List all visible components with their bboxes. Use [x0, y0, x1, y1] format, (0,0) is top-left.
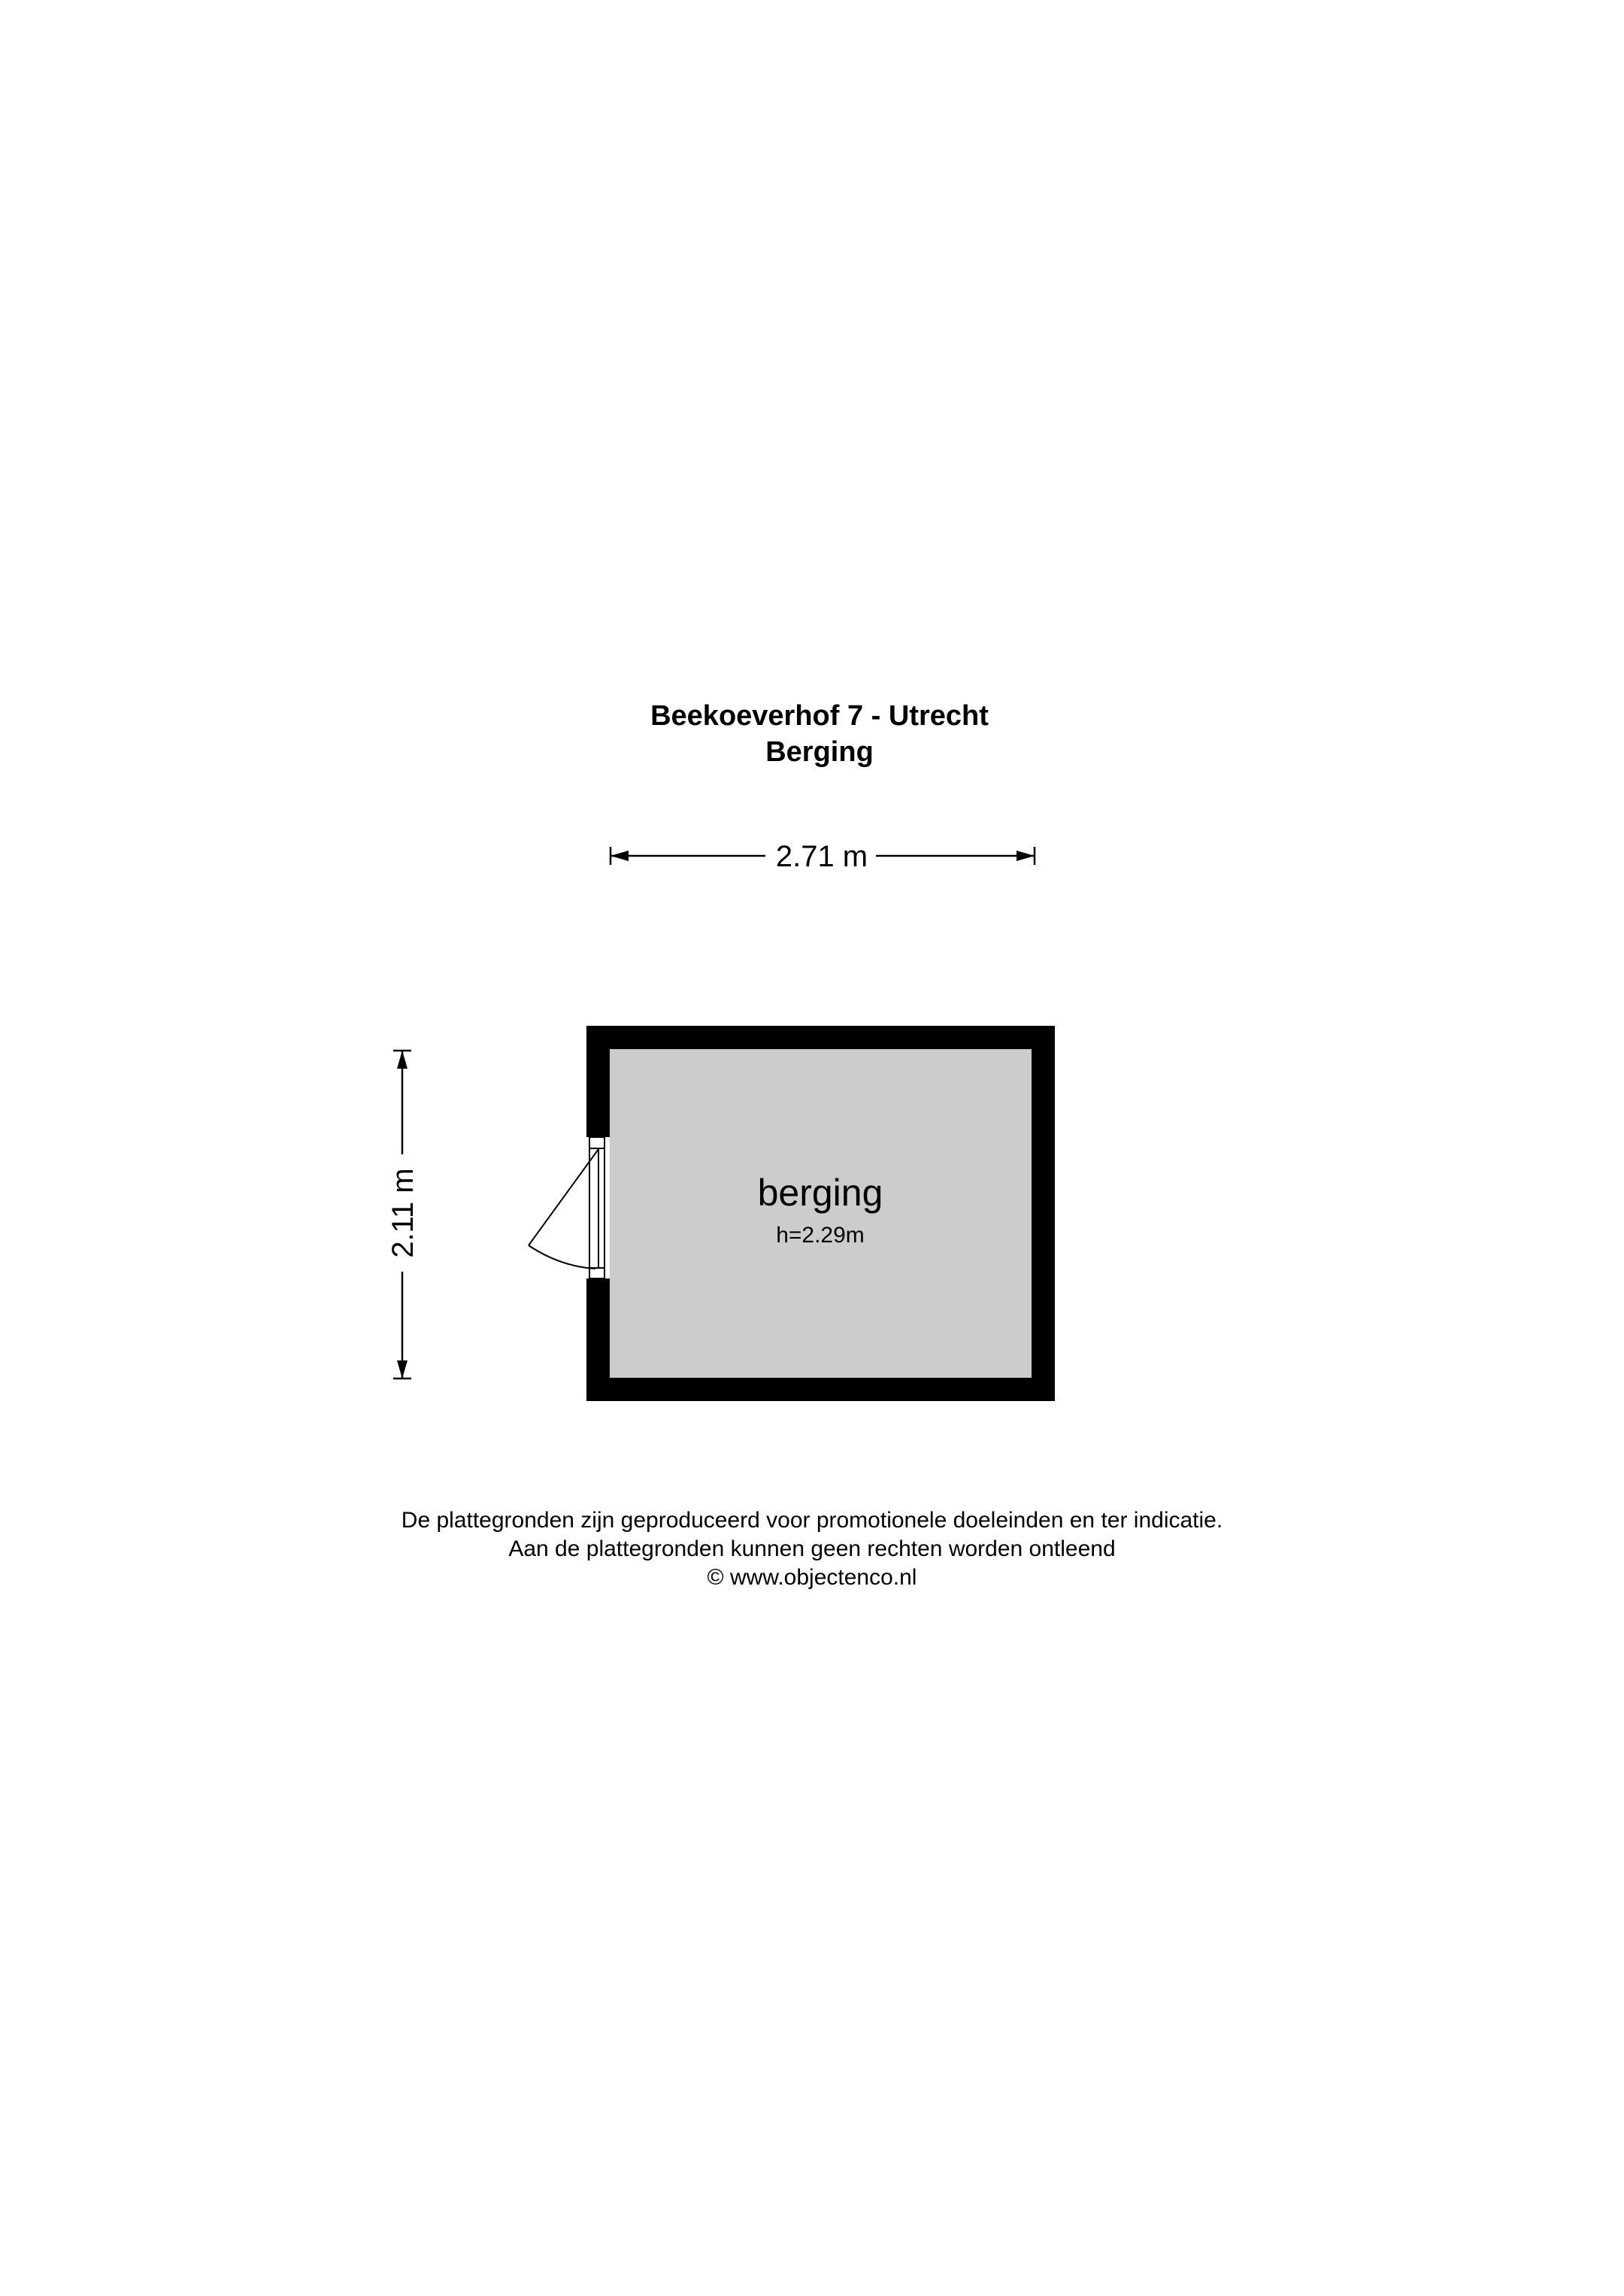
room-name: berging	[757, 1172, 883, 1214]
door	[529, 1137, 604, 1278]
width-arrow-right	[1017, 851, 1035, 861]
depth-dimension	[386, 1051, 420, 1379]
depth-label: 2.11 m	[386, 1168, 420, 1258]
wall-right	[1032, 1026, 1055, 1401]
wall-left-upper	[586, 1026, 610, 1137]
door-leaf	[529, 1149, 598, 1245]
copyright-line: © www.objectenco.nl	[707, 1565, 917, 1590]
width-arrow-left	[611, 851, 629, 861]
disclaimer-line-2: Aan de plattegronden kunnen geen rechten worden ontleend	[508, 1536, 1116, 1561]
door-swing-arc	[529, 1245, 595, 1269]
address-title: Beekoeverhof 7 - Utrecht	[650, 700, 989, 732]
floor-title: Berging	[765, 736, 874, 768]
wall-bottom	[586, 1378, 1055, 1401]
disclaimer	[0, 1506, 1624, 1592]
depth-arrow-top	[397, 1051, 408, 1069]
width-dimension	[611, 840, 1035, 873]
width-label: 2.71 m	[775, 840, 868, 873]
room-height: h=2.29m	[776, 1223, 865, 1248]
disclaimer-line-1: De plattegronden zijn geproduceerd voor promotionele doeleinden en ter indicatie.	[401, 1508, 1223, 1533]
room	[586, 1026, 1055, 1401]
depth-arrow-bottom	[397, 1360, 408, 1379]
wall-left-lower	[586, 1278, 610, 1401]
wall-top	[586, 1026, 1055, 1049]
